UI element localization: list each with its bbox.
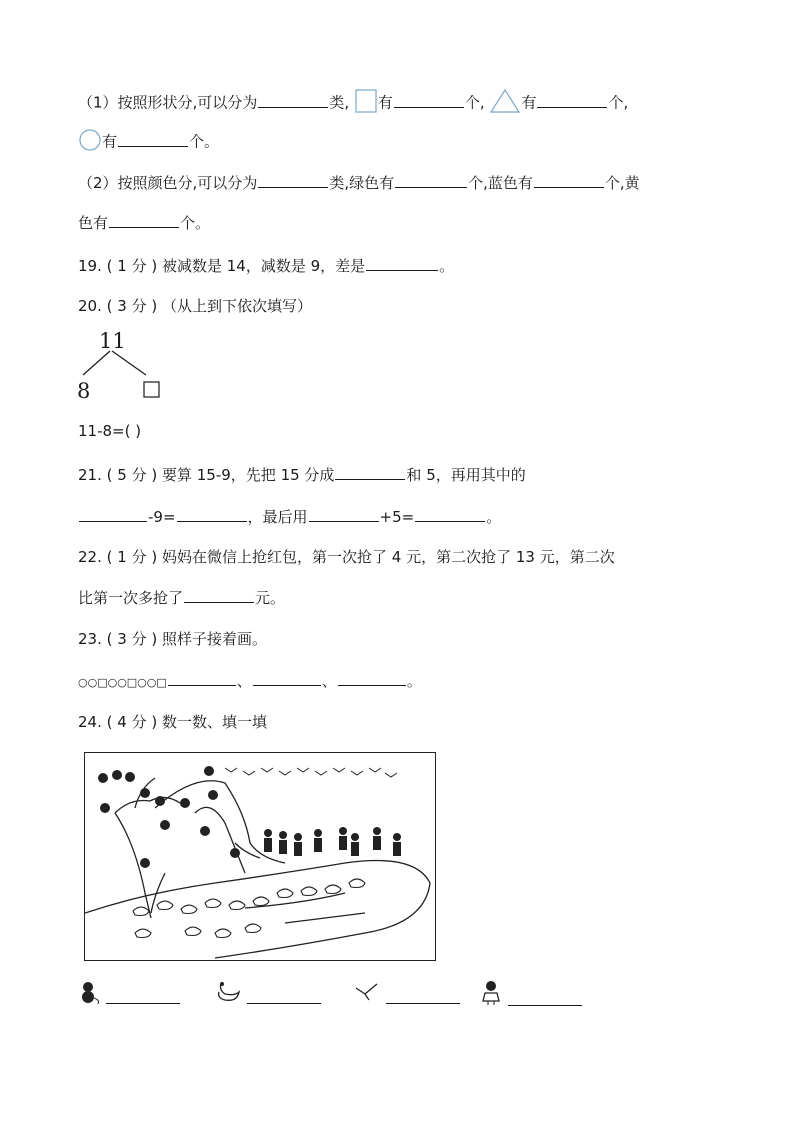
question-number: 22. — [78, 548, 102, 566]
answer-blank-circle-count[interactable] — [118, 131, 188, 147]
river-bank — [85, 861, 430, 959]
question-score: ( 1 分 ) — [106, 257, 158, 275]
child-count-item — [480, 980, 583, 1006]
answer-blank-yellow-count[interactable] — [109, 212, 179, 228]
triangle-shape-icon — [489, 88, 521, 118]
counting-picture — [84, 752, 436, 961]
monkey-icon — [78, 980, 100, 1004]
answer-blank-swan-count[interactable] — [247, 988, 321, 1004]
question-23 — [78, 628, 267, 649]
question-text: 妈妈在微信上抢红包，第一次抢了 4 元，第二次抢了 13 元，第二次 — [161, 548, 615, 566]
answer-blank-blue-count[interactable] — [534, 172, 604, 188]
answer-blank-bird-count[interactable] — [386, 988, 460, 1004]
answer-blank-triangle-count[interactable] — [537, 92, 607, 108]
answer-blank-pattern-2[interactable] — [253, 673, 321, 686]
number-bond-diagram — [74, 328, 174, 404]
q18-sub2-text-a: （2）按照颜色分,可以分为 — [78, 174, 258, 192]
mountain-ridge — [195, 807, 245, 873]
answer-blank-color-category[interactable] — [258, 172, 328, 188]
question-text: 被减数是 14，减数是 9，差是 — [161, 257, 366, 275]
text-end: 。 — [406, 672, 422, 690]
text-plus-5: +5= — [379, 508, 415, 526]
question-24 — [78, 711, 267, 732]
answer-blank-difference[interactable] — [366, 255, 438, 271]
bond-right-branch — [112, 351, 146, 375]
q18-sub1-text-d: 个, — [464, 93, 485, 112]
q18-sub1-text-g: 有 — [102, 132, 118, 151]
circle-shape-icon — [78, 128, 102, 156]
question-text: （从上到下依次填写） — [161, 297, 312, 315]
question-text-cont: 比第一次多抢了 — [78, 589, 184, 607]
question-number: 23. — [78, 630, 102, 648]
question-number: 20. — [78, 297, 102, 315]
answer-blank-square-count[interactable] — [394, 92, 464, 108]
count-answer-row — [78, 980, 598, 1010]
q18-sub2-text-d: 个,黄 — [604, 174, 640, 192]
text-finally: ，最后用 — [247, 508, 308, 526]
question-score: ( 5 分 ) — [106, 466, 158, 484]
monkey-count-item — [78, 980, 181, 1004]
q18-sub1-text-b: 类, — [329, 93, 350, 112]
question-number: 21. — [78, 466, 102, 484]
square-shape-icon — [354, 88, 378, 118]
question-score: ( 3 分 ) — [106, 297, 158, 315]
question-22-line1 — [78, 546, 615, 567]
question-text: 照样子接着画。 — [161, 630, 267, 648]
q18-sub1-text-h: 个。 — [189, 132, 220, 151]
q18-sub2-line2 — [78, 212, 210, 233]
answer-blank-child-count[interactable] — [508, 990, 582, 1006]
swan-icon — [215, 980, 241, 1004]
shape-pattern: ○○□○○□○○□ — [78, 676, 167, 689]
answer-blank-category-count[interactable] — [258, 92, 328, 108]
bond-answer-box[interactable] — [144, 382, 159, 397]
children-group — [264, 827, 401, 856]
q18-sub1-line1 — [78, 88, 628, 118]
bond-left-branch — [83, 351, 110, 375]
question-number: 19. — [78, 257, 102, 275]
question-number: 24. — [78, 713, 102, 731]
answer-blank-sum[interactable] — [415, 506, 485, 522]
answer-blank-subtraction-result[interactable] — [177, 506, 247, 522]
answer-blank-pattern-3[interactable] — [338, 673, 406, 686]
q18-sub1-text-e: 有 — [521, 93, 537, 112]
question-21-line1 — [78, 464, 526, 485]
swan-count-item — [215, 980, 322, 1004]
question-22-line2 — [78, 587, 285, 608]
question-21-line2 — [78, 506, 501, 527]
answer-blank-addend[interactable] — [309, 506, 379, 522]
answer-blank-monkey-count[interactable] — [106, 988, 180, 1004]
separator: 、 — [321, 672, 337, 690]
answer-blank-split[interactable] — [335, 464, 405, 480]
q18-sub2-text-b: 类,绿色有 — [329, 174, 395, 192]
bond-top-number: 11 — [99, 329, 126, 353]
q18-sub2-text-e: 色有 — [78, 214, 109, 232]
pattern-line — [78, 670, 422, 691]
question-19 — [78, 255, 454, 276]
question-score: ( 3 分 ) — [106, 630, 158, 648]
q18-sub2-text-f: 个。 — [180, 214, 211, 232]
answer-blank-minuend[interactable] — [79, 506, 147, 522]
q18-sub2-text-c: 个,蓝色有 — [468, 174, 533, 192]
question-text: 要算 15-9，先把 15 分成 — [161, 466, 335, 484]
scene-illustration — [85, 753, 435, 960]
q18-sub1-text-a: （1）按照形状分,可以分为 — [78, 93, 258, 112]
text-minus-9: -9= — [148, 508, 176, 526]
answer-blank-pattern-1[interactable] — [168, 673, 236, 686]
question-text-cont: 和 5，再用其中的 — [406, 466, 526, 484]
birds-group — [225, 768, 397, 777]
answer-blank-green-count[interactable] — [395, 172, 467, 188]
q18-sub1-text-c: 有 — [377, 93, 393, 112]
bond-left-number: 8 — [77, 379, 91, 403]
equation-line — [78, 422, 141, 440]
question-score: ( 1 分 ) — [106, 548, 158, 566]
q18-sub1-text-f: 个, — [608, 93, 629, 112]
question-20 — [78, 295, 312, 316]
q18-sub1-line2 — [78, 128, 219, 156]
question-score: ( 4 分 ) — [106, 713, 158, 731]
q18-sub2-line1 — [78, 172, 640, 193]
separator: 、 — [236, 672, 252, 690]
text-end: 。 — [486, 508, 502, 526]
answer-blank-more-amount[interactable] — [184, 587, 254, 603]
question-text-end: 。 — [439, 257, 455, 275]
question-text-end: 元。 — [255, 589, 286, 607]
child-icon — [480, 980, 502, 1006]
question-text: 数一数、填一填 — [161, 713, 267, 731]
equation-text: 11-8=( ) — [78, 422, 142, 440]
bird-count-item — [354, 980, 461, 1004]
tree-branch — [115, 797, 180, 813]
bird-icon — [354, 980, 380, 1004]
